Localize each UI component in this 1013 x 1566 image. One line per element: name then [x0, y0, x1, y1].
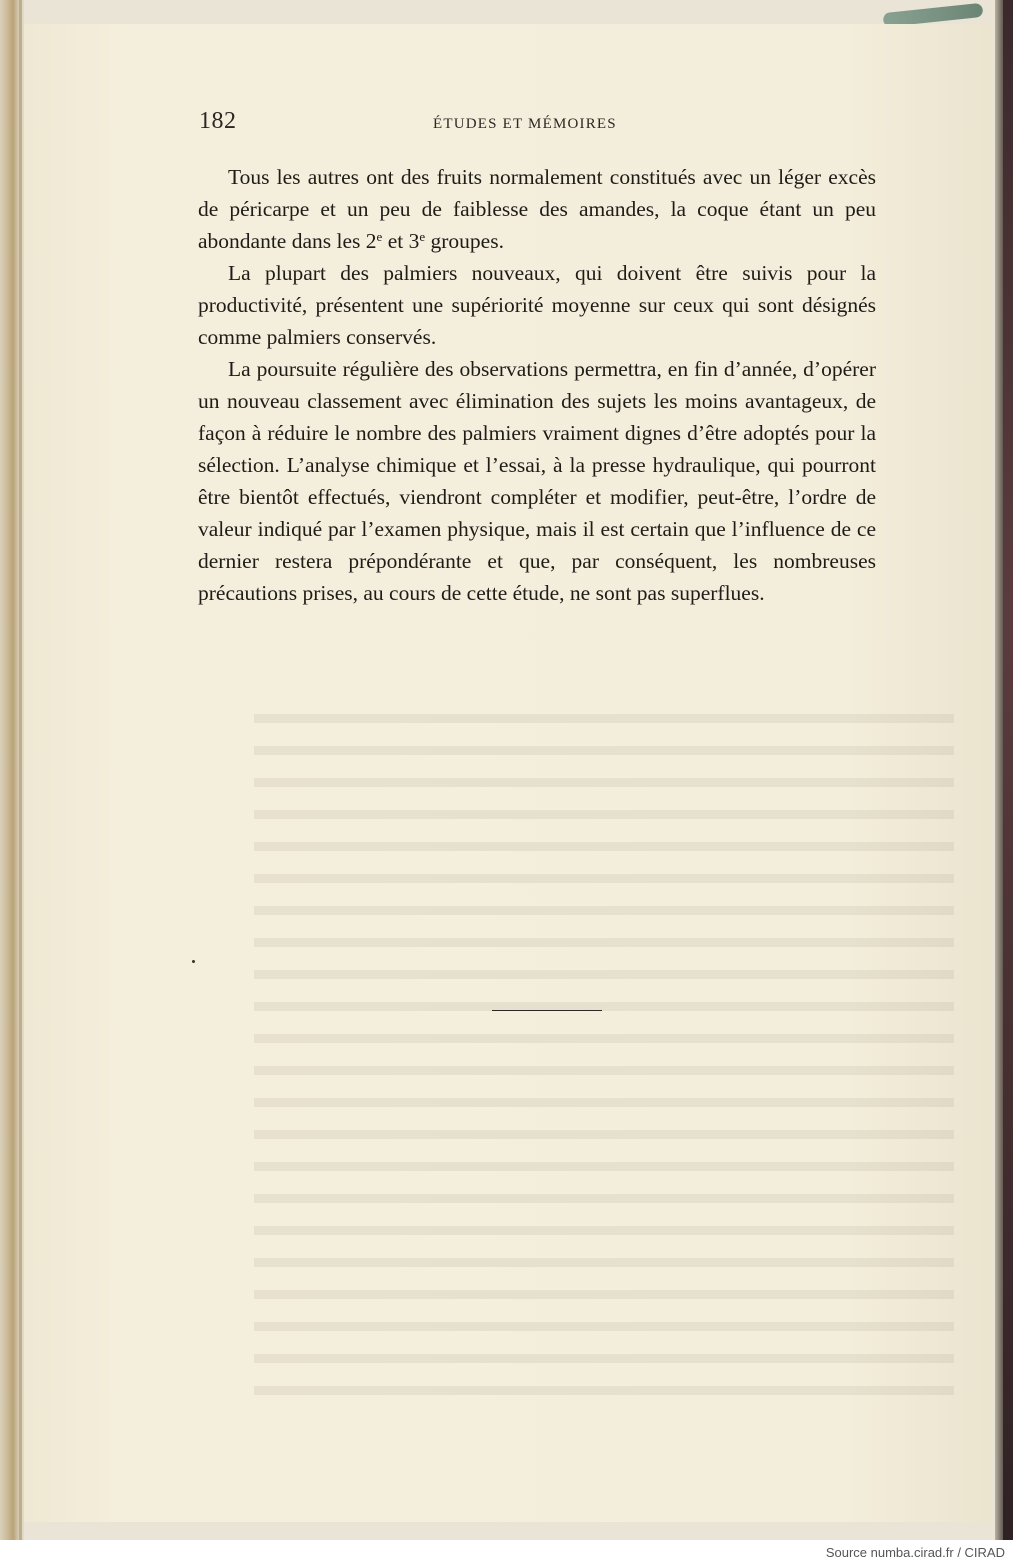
end-rule: [492, 1010, 602, 1011]
superscript: e: [376, 229, 383, 244]
source-footer: [0, 1540, 1013, 1566]
paragraph: La plupart des palmiers nouveaux, qui doivent être suivis pour la productivité, présentent une supériorité moyenne sur ceux qui sont désignés comme palmiers conservés.: [198, 261, 876, 349]
page-header: [199, 108, 879, 148]
paragraph-text: Tous les autres ont des fruits normalement constitués avec un léger excès de péricarpe et un peu de faiblesse des amandes, la coque étant un peu abondante dans les 2: [198, 165, 876, 253]
book-binding: [1003, 0, 1013, 1540]
paragraph-text: et 3: [382, 229, 420, 253]
paragraph: La poursuite régulière des observations permettra, en fin d’année, d’opérer un nouveau classement avec élimination des sujets les moins avantageux, de façon à réduire le nombre des palmiers vraiment dignes d’être adoptés pour la sélection. L’analyse chimique et l’essai, à la presse hydraulique, qui pourront être bientôt effectués, viendront compléter et modifier, peut-être, l’ordre de valeur indiqué par l’examen physique, mais il est certain que l’influence de ce dernier restera prépondérante et que, par conséquent, les nombreuses précautions prises, au cours de cette étude, ne sont pas superflues.: [198, 357, 876, 605]
paragraph: [198, 161, 876, 257]
body-text: [198, 161, 876, 609]
left-page-edge: [0, 0, 24, 1540]
superscript: e: [419, 229, 426, 244]
ink-speck: [192, 960, 195, 963]
paragraph-text: groupes.: [425, 229, 504, 253]
show-through-text: [254, 714, 954, 1414]
running-head: ÉTUDES ET MÉMOIRES: [433, 116, 617, 132]
source-credit: Source numba.cirad.fr / CIRAD: [825, 1545, 1005, 1560]
page-number: 182: [199, 108, 237, 134]
